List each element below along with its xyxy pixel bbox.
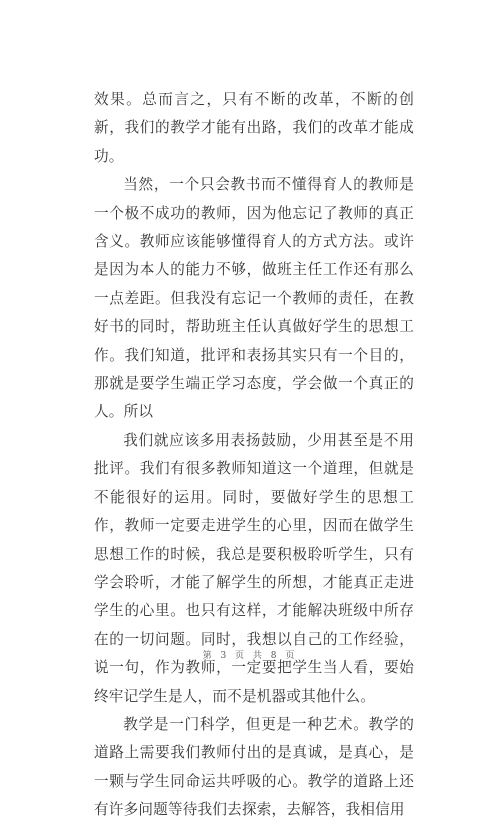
- page-number-footer: 第 3 页 共 8 页: [202, 651, 298, 661]
- body-text: [94, 86, 414, 825]
- paragraph-2: 当然，一个只会教书而不懂得育人的教师是一个极不成功的教师，因为他忘记了教师的真正含义。教师应该能够懂得育人的方式方法。或许是因为本人的能力不够，做班主任工作还有那么一点差距。但我没有忘记一个教师的责任，在教好书的同时，帮助班主任认真做好学生的思想工作。我们知道，批评和表扬其实只有一个目的，那就是要学生端正学习态度，学会做一个真正的人。所以: [94, 176, 414, 421]
- paragraph-1: 效果。总而言之，只有不断的改革，不断的创新，我们的教学才能有出路，我们的改革才能成功。: [94, 91, 414, 165]
- paragraph-3: 我们就应该多用表扬鼓励，少用甚至是不用批评。我们有很多教师知道这一个道理，但就是不能很好的运用。同时，要做好学生的思想工作，教师一定要走进学生的心里，因而在做学生思想工作的时候，我总是要积极聆听学生，只有学会聆听，才能了解学生的所想，才能真正走进学生的心里。也只有这样，才能解决班级中所存在的一切问题。同时，我想以自己的工作经验，说一句，作为教师，一定要把学生当人看，要始终牢记学生是人，而不是机器或其他什么。: [94, 431, 414, 705]
- paragraph-4: 教学是一门科学，但更是一种艺术。教学的道路上需要我们教师付出的是真诚，是真心，是一颗与学生同命运共呼吸的心。教学的道路上还有许多问题等待我们去探索，去解答，我相信用: [94, 715, 414, 819]
